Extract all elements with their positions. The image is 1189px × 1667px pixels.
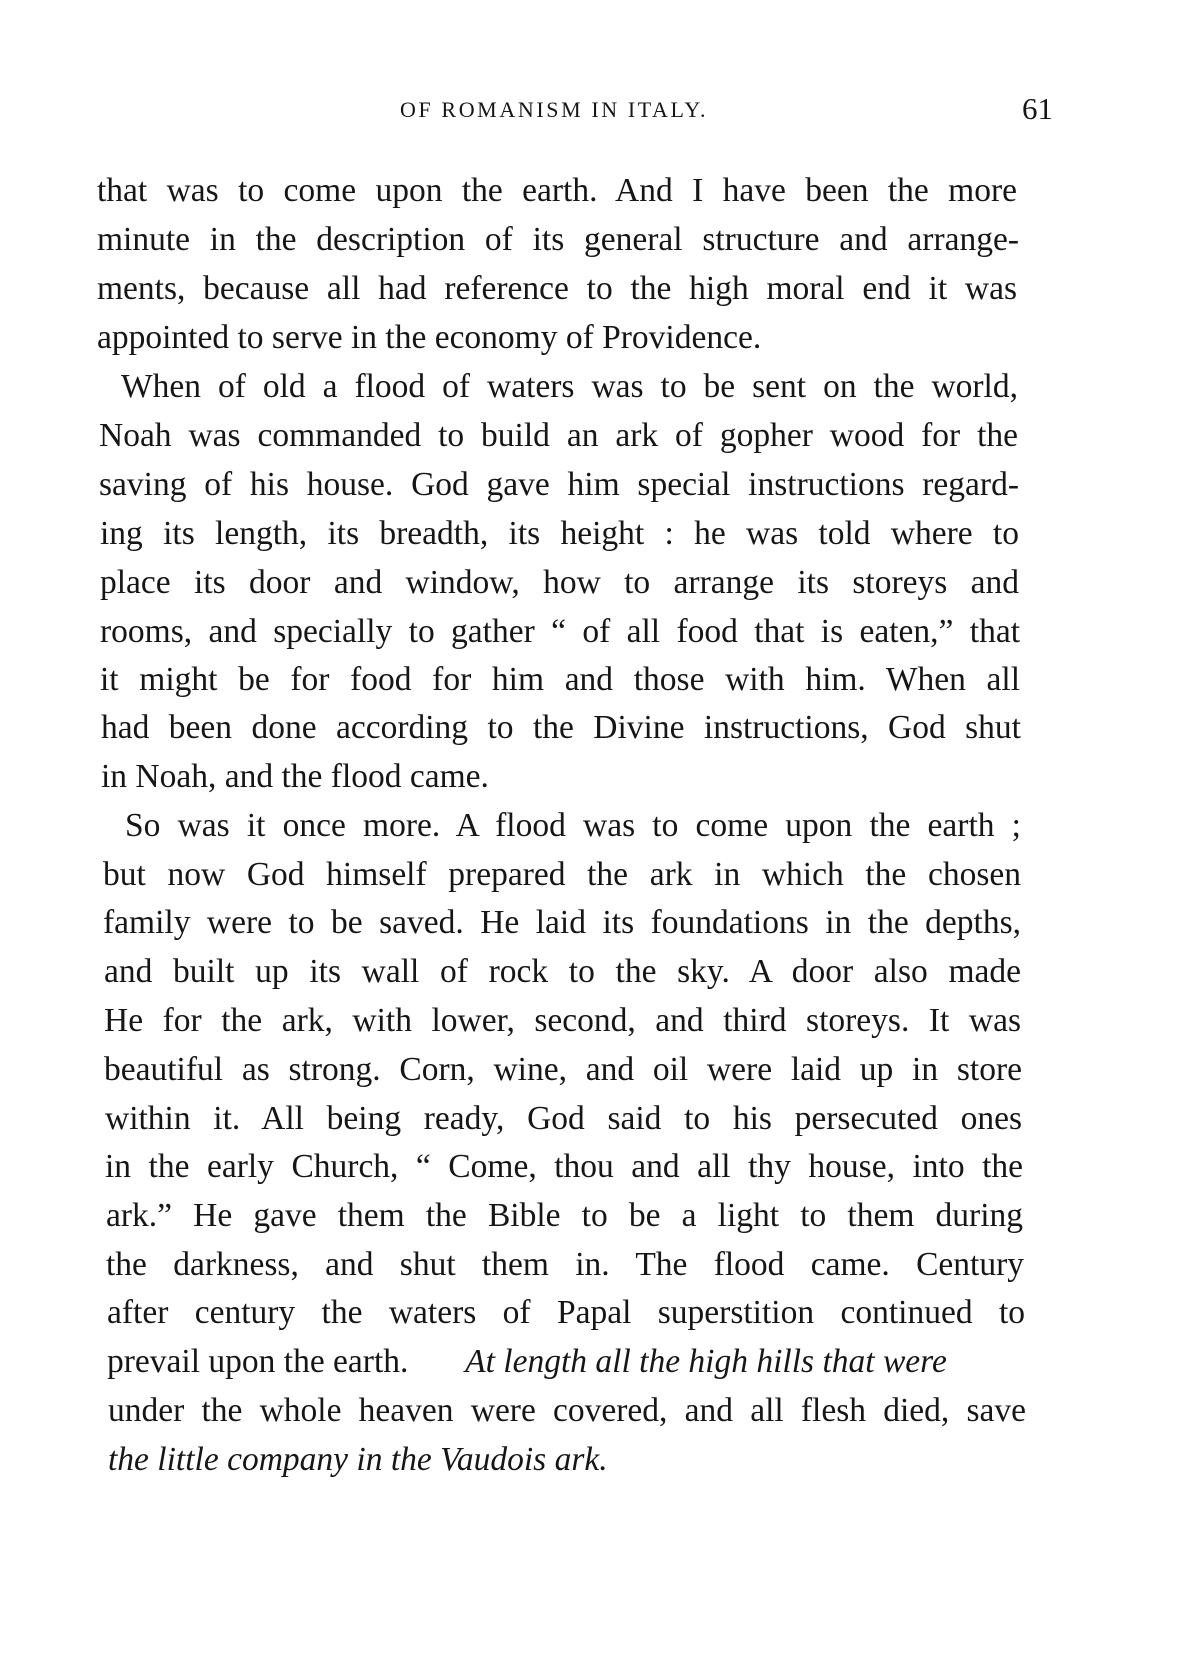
page-number: 61	[1022, 91, 1053, 126]
text-line: ing its length, its breadth, its height : he was told where to	[100, 515, 1019, 552]
text-line: and built up its wall of rock to the sky. A door also made	[104, 953, 1021, 990]
text-line: appointed to serve in the economy of Providence.	[97, 319, 762, 356]
text-line: When of old a flood of waters was to be sent on the world,	[121, 368, 1018, 405]
running-head: OF ROMANISM IN ITALY.	[400, 97, 709, 122]
text-line: He for the ark, with lower, second, and third storeys. It was	[104, 1002, 1021, 1039]
text-line: Noah was commanded to build an ark of gopher wood for the	[99, 417, 1018, 454]
text-line: ments, because all had reference to the high moral end it was	[97, 270, 1017, 307]
text-line: had been done according to the Divine instructions, God shut	[101, 709, 1021, 746]
text-line: but now God himself prepared the ark in which the chosen	[103, 856, 1021, 893]
text-line-italic-part: At length all the high hills that were	[465, 1343, 947, 1380]
text-line: ark.” He gave them the Bible to be a light to them during	[106, 1197, 1023, 1234]
text-line: the darkness, and shut them in. The flood came. Century	[106, 1246, 1024, 1283]
text-line: minute in the description of its general structure and arrange-	[97, 221, 1019, 258]
text-line: So was it once more. A flood was to come upon the earth ;	[125, 807, 1021, 844]
text-line: that was to come upon the earth. And I have been the more	[97, 172, 1017, 209]
text-line: in the early Church, “ Come, thou and all thy house, into the	[105, 1148, 1023, 1185]
text-line: place its door and window, how to arrange its storeys and	[100, 564, 1019, 601]
text-line: family were to be saved. He laid its foundations in the depths,	[103, 904, 1021, 941]
text-line-roman-part: prevail upon the earth.	[107, 1343, 409, 1380]
text-line: after century the waters of Papal superstition continued to	[107, 1294, 1025, 1331]
text-line: under the whole heaven were covered, and all flesh died, save	[108, 1392, 1026, 1429]
text-line: the little company in the Vaudois ark.	[108, 1441, 608, 1478]
text-line-mixed	[107, 1342, 1025, 1382]
text-line: rooms, and specially to gather “ of all food that is eaten,” that	[100, 613, 1020, 650]
text-line: beautiful as strong. Corn, wine, and oil were laid up in store	[104, 1051, 1022, 1088]
text-line: saving of his house. God gave him special instructions regard-	[99, 466, 1019, 503]
text-line: in Noah, and the flood came.	[101, 758, 489, 795]
text-line: it might be for food for him and those with him. When all	[100, 661, 1020, 698]
text-line: within it. All being ready, God said to his persecuted ones	[105, 1100, 1022, 1137]
